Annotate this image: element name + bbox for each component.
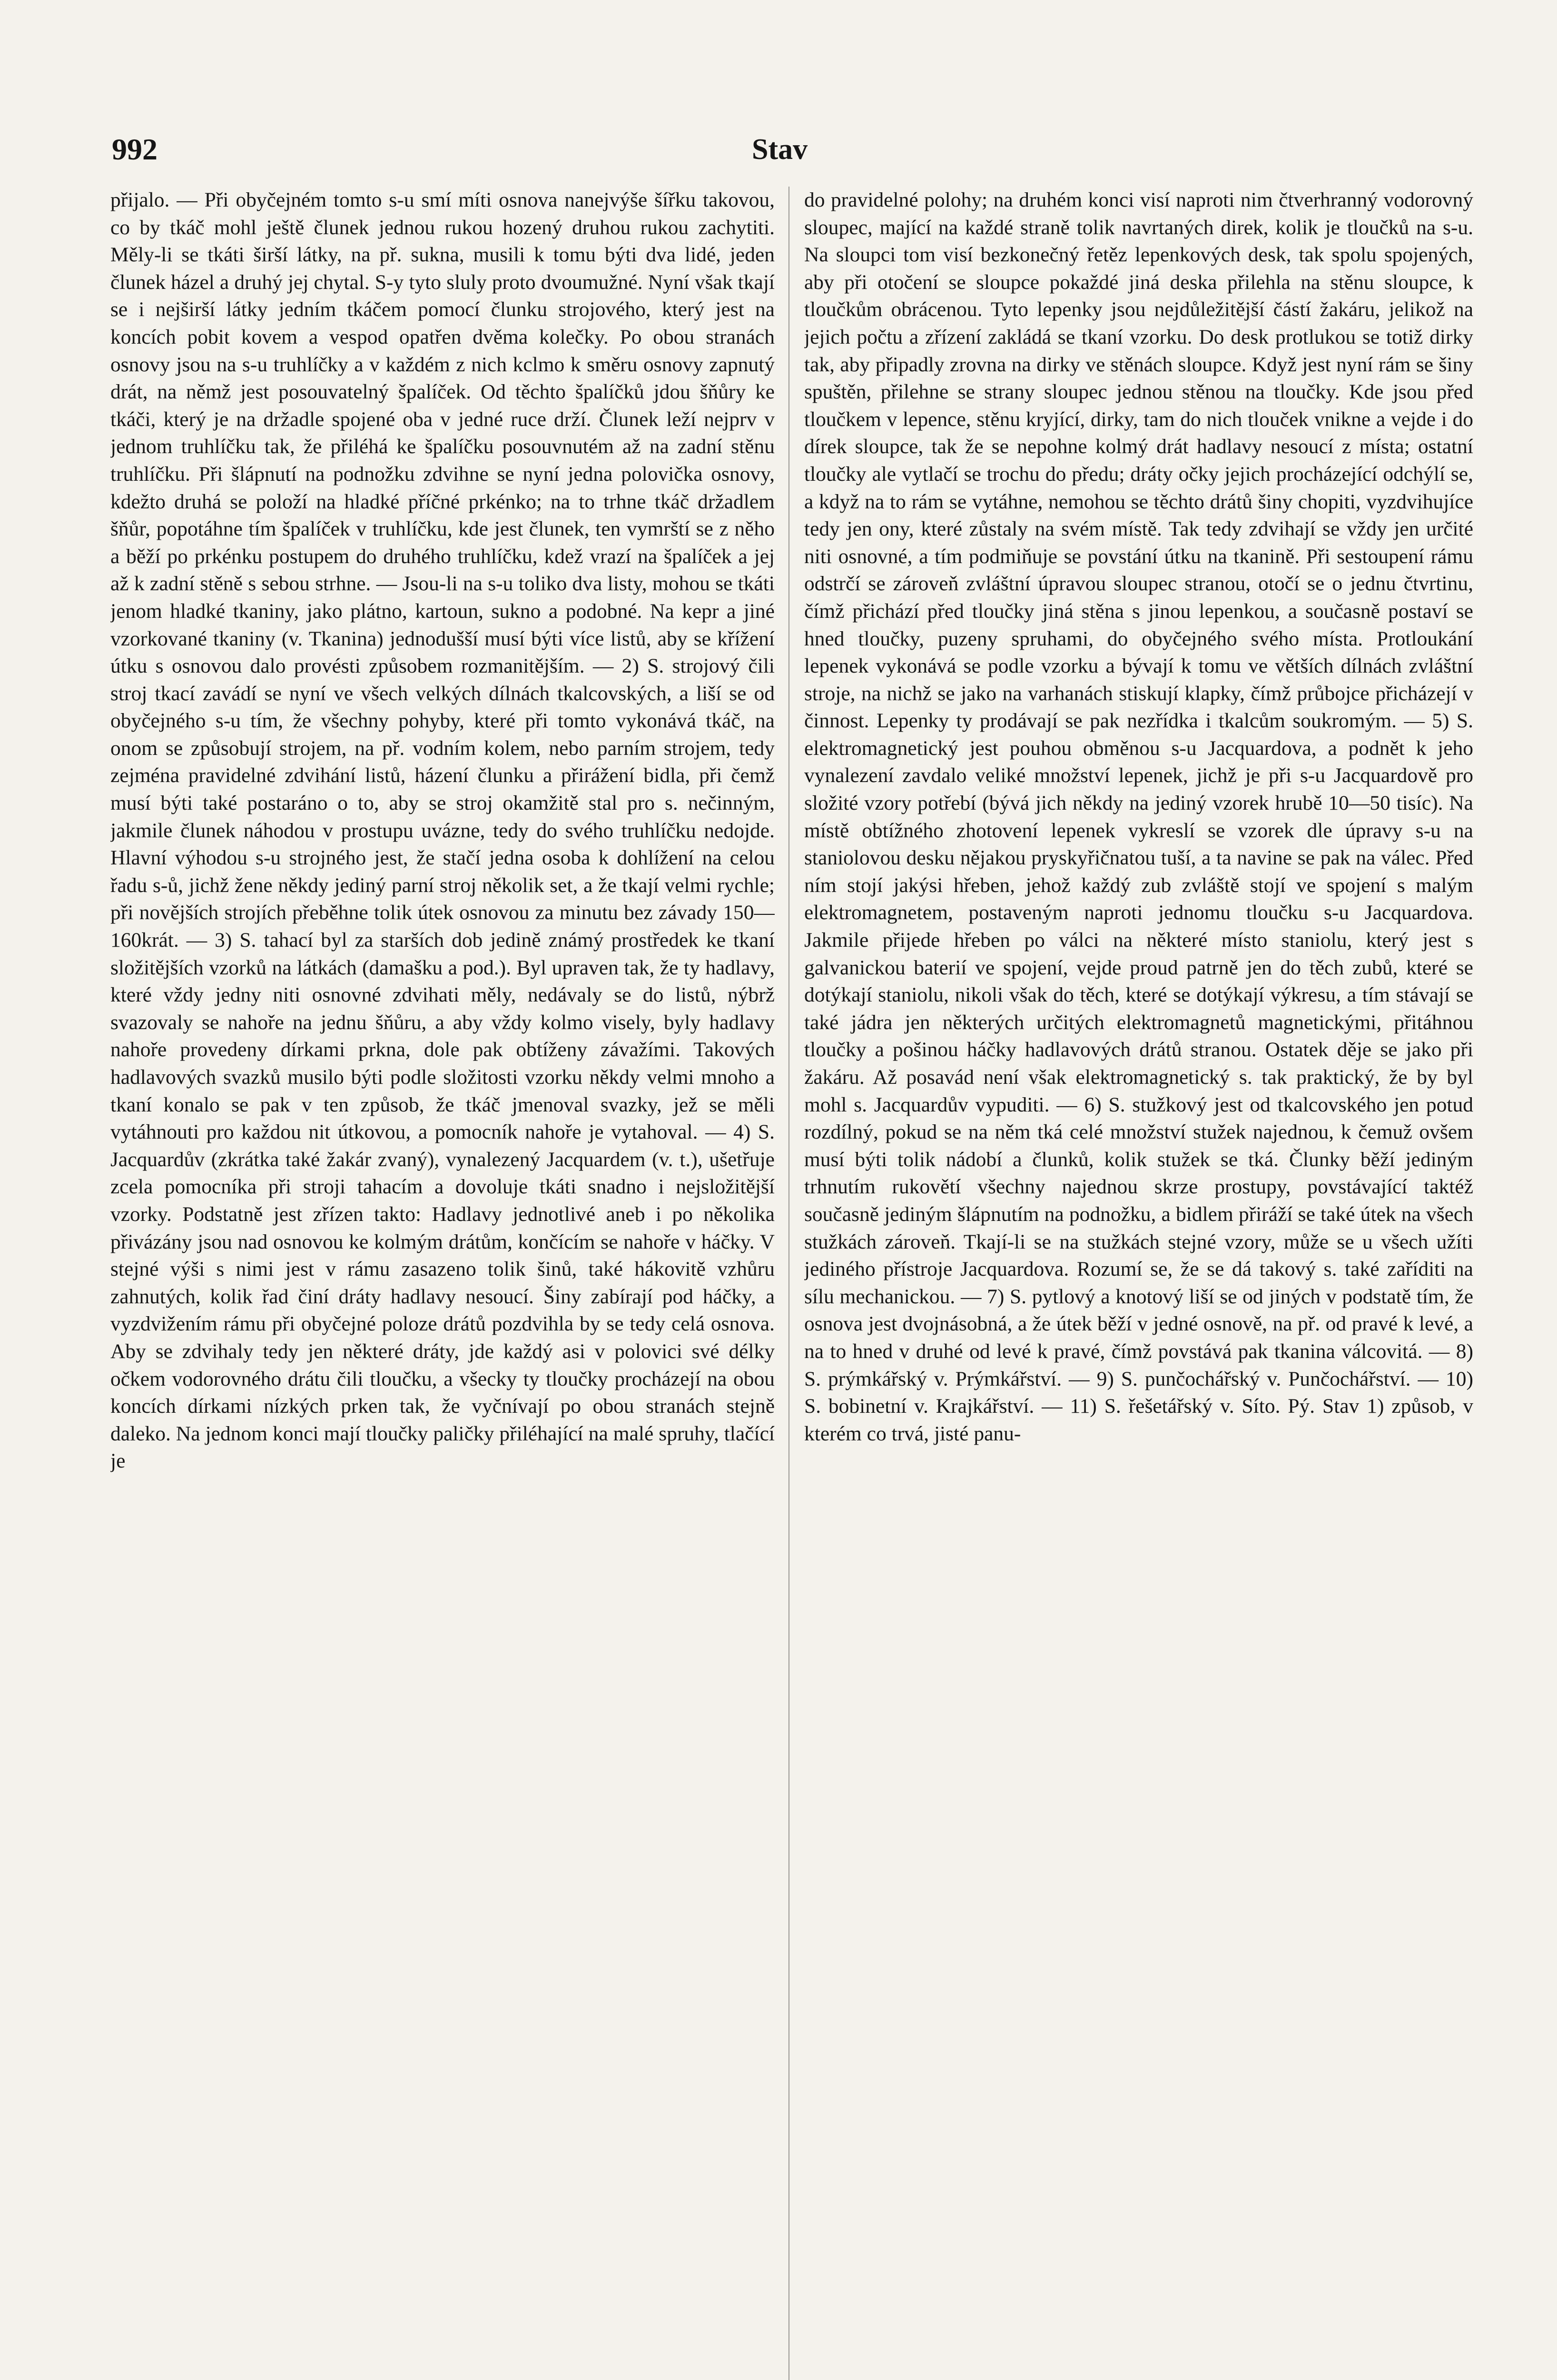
right-column [804, 187, 1473, 2380]
left-column-text: přijalo. — Při obyčejném tomto s-u smí míti osnova nanejvýše šířku takovou, co by tkáč mohl ještě člunek jednou rukou hozený druhou rukou zachytiti. Měly-li se tkáti širší látky, na př. sukna, musili k tomu býti dva lidé, jeden člunek házel a druhý jej chytal. S-y tyto sluly proto dvoumužné. Nyní však tkají se i nejširší látky jedním tkáčem pomocí člunku strojového, který jest na koncích pobit kovem a vespod opatřen dvěma kolečky. Po obou stranách osnovy jsou na s-u truhlíčky a v každém z nich kclmo k směru osnovy zapnutý drát, na němž jest posouvatelný špalíček. Od těchto špalíčků jdou šňůry ke tkáči, který je na držadle spojené oba v jedné ruce drží. Člunek leží nejprv v jednom truhlíčku tak, že přiléhá ke špalíčku posouvnutém až na zadní stěnu truhlíčku. Při šlápnutí na podnožku zdvihne se nyní jedna polovička osnovy, kdežto druhá se položí na hladké příčné prkénko; na to trhne tkáč držadlem šňůr, popotáhne tím špalíček v truhlíčku, kde jest člunek, ten vymrští se z něho a běží po prkénku postupem do druhého truhlíčku, kdež vrazí na špalíček a jej až k zadní stěně s sebou strhne. — Jsou-li na s-u toliko dva listy, mohou se tkáti jenom hladké tkaniny, jako plátno, kartoun, sukno a podobné. Na kepr a jiné vzorkované tkaniny (v. Tkanina) jednodušší musí býti více listů, aby se křížení útku s osnovou dalo provésti způsobem rozmanitějším. — 2) S. strojový čili stroj tkací zavádí se nyní ve všech velkých dílnách tkalcovských, a liší se od obyčejného s-u tím, že všechny pohyby, které při tomto vykonává tkáč, na onom se způsobují strojem, na př. vodním kolem, nebo parním strojem, tedy zejména pravidelné zdvihání listů, házení člunku a přirážení bidla, při čemž musí býti také postaráno o to, aby se stroj okamžitě stal pro s. nečinným, jakmile člunek náhodou v prostupu uvázne, tedy do svého truhlíčku nedojde. Hlavní výhodou s-u strojného jest, že stačí jedna osoba k dohlížení na celou řadu s-ů, jichž žene někdy jediný parní stroj několik set, a že tkají velmi rychle; při novějších strojích přeběhne tolik útek osnovou za minutu bez závady 150—160krát. — 3) S. tahací byl za starších dob jedině známý prostředek ke tkaní složitějších vzorků na látkách (damašku a pod.). Byl upraven tak, že ty hadlavy, které vždy jedny niti osnovné zdvihati měly, nedávaly se do listů, nýbrž svazovaly se nahoře na jednu šňůru, a aby vždy kolmo visely, byly hadlavy nahoře provedeny dírkami prkna, dole pak obtíženy závažími. Takových hadlavových svazků musilo býti podle složitosti vzorku někdy velmi mnoho a tkaní konalo se pak v ten způsob, že tkáč jmenoval svazky, jež se měli vytáhnouti pro každou nit útkovou, a pomocník nahoře je vytahoval. — 4) S. Jacquardův (zkrátka také žakár zvaný), vynalezený Jacquardem (v. t.), ušetřuje zcela pomocníka při stroji tahacím a dovoluje tkáti snadno i nejsložitější vzorky. Podstatně jest zřízen takto: Hadlavy jednotlivé aneb i po několika přivázány jsou nad osnovou ke kolmým drátům, končícím se nahoře v háčky. V stejné výši s nimi jest v rámu zasazeno tolik šinů, také hákovitě vzhůru zahnutých, kolik řad činí dráty hadlavy nesoucí. Šiny zabírají pod háčky, a vyzdvižením rámu při obyčejné poloze drátů pozdvihla by se tedy celá osnova. Aby se zdvihaly tedy jen některé dráty, jde každý asi v polovici své délky očkem vodorovného drátu čili tloučku, a všecky ty tloučky procházejí na obou koncích dírkami nízkých prken tak, že vyčnívají po obou stranách stejně daleko. Na jednom konci mají tloučky paličky přiléhající na malé spruhy, tlačící je [110, 188, 775, 1473]
running-head: Stav [752, 133, 808, 166]
page-header [0, 0, 1557, 171]
right-column-text: do pravidelné polohy; na druhém konci visí naproti nim čtverhranný vodorovný sloupec, mající na každé straně tolik navrtaných direk, kolik je tloučků na s-u. Na sloupci tom visí bezkonečný řetěz lepenkových desk, tak spolu spojených, aby při otočení se sloupce pokaždé jiná deska přilehla na stěnu sloupce, k tloučkům obrácenou. Tyto lepenky jsou nejdůležitější částí žakáru, jelikož na jejich počtu a zřízení zakládá se tkaní vzorku. Do desk protlukou se totiž dirky tak, aby připadly zrovna na dirky ve stěnách sloupce. Když jest nyní rám se šiny spuštěn, přilehne se strany sloupec jednou stěnou na tloučky. Kde jsou před tloučkem v lepence, stěnu kryjící, dirky, tam do nich tlouček vnikne a vejde i do dírek sloupce, tak že se nepohne kolmý drát hadlavy nesoucí z místa; ostatní tloučky ale vytlačí se trochu do předu; dráty očky jejich procházející odchýlí se, a když na to rám se vytáhne, nemohou se těchto drátů šiny chopiti, vyzdvihujíce tedy jen ony, které zůstaly na svém místě. Tak tedy zdvihají se vždy jen určité niti osnovné, a tím podmiňuje se povstání útku na tkanině. Při sestoupení rámu odstrčí se zároveň zvláštní úpravou sloupec stranou, otočí se o jednu čtvrtinu, čímž přichází před tloučky jiná stěna s jinou lepenkou, a současně postaví se hned tloučky, puzeny spruhami, do obyčejného svého místa. Protloukání lepenek vykonává se podle vzorku a bývají k tomu ve větších dílnách zvláštní stroje, na nichž se jako na varhanách stiskují klapky, čímž průbojce přicházejí v činnost. Lepenky ty prodávají se pak nezřídka i tkalcům soukromým. — 5) S. elektromagnetický jest pouhou obměnou s-u Jacquardova, a podnět k jeho vynalezení zavdalo veliké množství lepenek, jichž je při s-u Jacquardově pro složité vzory potřebí (bývá jich někdy na jediný vzorek hrubě 10—50 tisíc). Na místě obtížného zhotovení lepenek vykreslí se vzorek dle úpravy s-u na staniolovou desku nějakou pryskyřičnatou tuší, a ta navine se pak na válec. Před ním stojí jakýsi hřeben, jehož každý zub zvláště stojí ve spojení s malým elektromagnetem, postaveným naproti jednomu tloučku s-u Jacquardova. Jakmile přijede hřeben po válci na některé místo staniolu, který jest s galvanickou baterií ve spojení, vejde proud patrně jen do těch zubů, které se dotýkají staniolu, nikoli však do těch, které se dotýkají výkresu, a tím stávají se také jádra jen některých určitých elektromagnetů magnetickými, přitáhnou tloučky a pošinou háčky hadlavových drátů stranou. Ostatek děje se jako při žakáru. Až posavád není však elektromagnetický s. tak praktický, že by byl mohl s. Jacquardův vypuditi. — 6) S. stužkový jest od tkalcovského jen potud rozdílný, pokud se na něm tká celé množství stužek najednou, k čemuž ovšem musí býti tolik nádobí a člunků, kolik stužek se tká. Člunky běží jediným trhnutím rukovětí všechny najednou skrze prostupy, povstávající taktéž současně jediným šlápnutím na podnožku, a bidlem přiráží se také útek na všech stužkách zároveň. Tkají-li se na stužkách stejné vzory, může se u všech užíti jediného přístroje Jacquardova. Rozumí se, že se dá takový s. také zaříditi na sílu mechanickou. — 7) S. pytlový a knotový liší se od jiných v podstatě tím, že osnova jest dvojnásobná, a že útek běží v jedné osnově, na př. od pravé k levé, a na to hned v druhé od levé k pravé, čímž povstává pak tkanina válcovitá. — 8) S. prýmkářský v. Prýmkářství. — 9) S. punčochářský v. Punčochářství. — 10) S. bobinetní v. Krajkářství. — 11) S. řešetářský v. Síto. Pý. Stav 1) způsob, v kterém co trvá, jisté panu- [804, 188, 1473, 1445]
page-number: 992 [112, 132, 158, 166]
left-column [110, 187, 775, 2380]
column-divider [788, 187, 789, 2380]
